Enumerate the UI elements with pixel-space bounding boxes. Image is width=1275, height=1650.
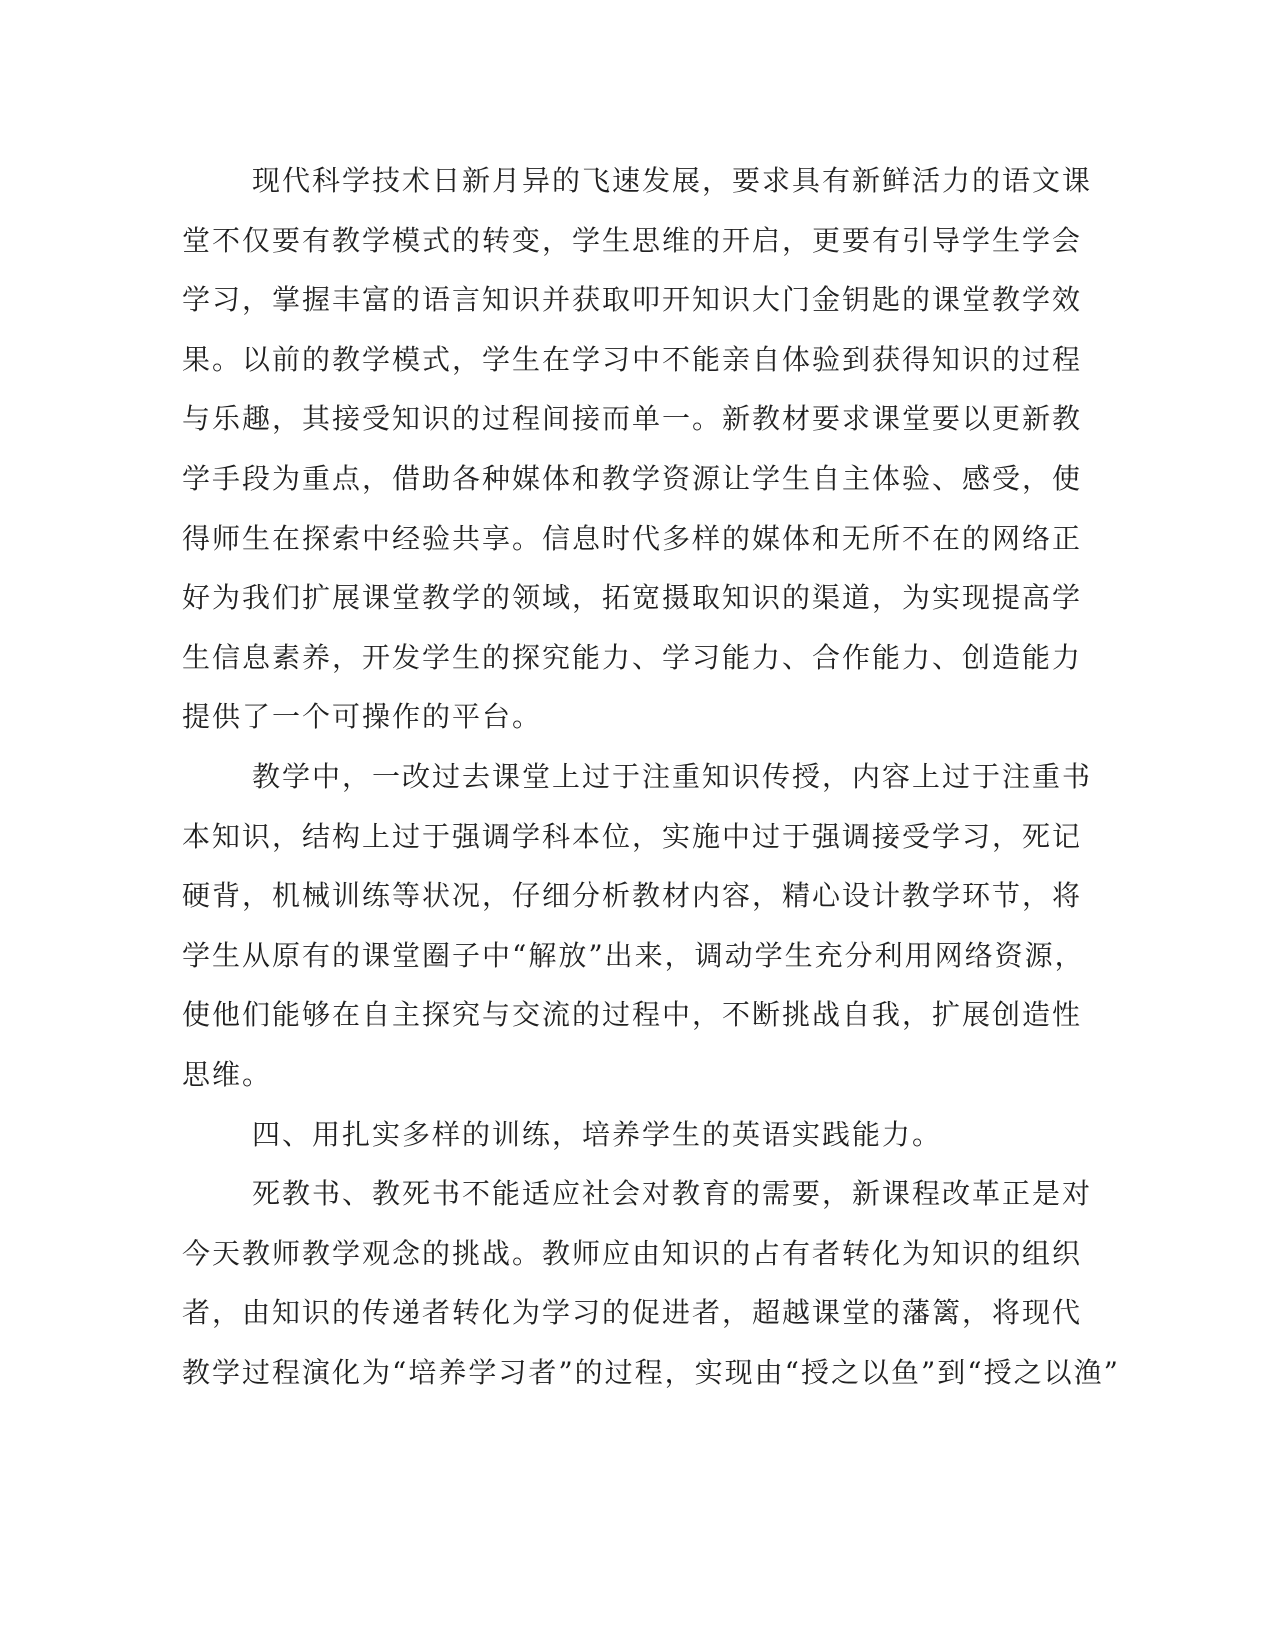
text-line: 好为我们扩展课堂教学的领域，拓宽摄取知识的渠道，为实现提高学 bbox=[182, 581, 1083, 615]
paragraph-3 bbox=[182, 1164, 1120, 1402]
text-line: 生信息素养，开发学生的探究能力、学习能力、合作能力、创造能力 bbox=[182, 640, 1083, 674]
section-heading bbox=[182, 1105, 1042, 1165]
text-line: 与乐趣，其接受知识的过程间接而单一。新教材要求课堂要以更新教 bbox=[182, 402, 1083, 436]
text-line: 死教书、教死书不能适应社会对教育的需要，新课程改革正是对 bbox=[252, 1177, 1093, 1211]
paragraph-2 bbox=[182, 747, 1093, 1105]
text-line: 者，由知识的传递者转化为学习的促进者，超越课堂的藩篱，将现代 bbox=[182, 1296, 1083, 1330]
text-line: 本知识，结构上过于强调学科本位，实施中过于强调接受学习，死记 bbox=[182, 819, 1083, 853]
text-line: 得师生在探索中经验共享。信息时代多样的媒体和无所不在的网络正 bbox=[182, 521, 1083, 555]
text-line: 现代科学技术日新月异的飞速发展，要求具有新鲜活力的语文课 bbox=[252, 164, 1093, 197]
text-line: 硬背，机械训练等状况，仔细分析教材内容，精心设计教学环节，将 bbox=[182, 879, 1083, 913]
text-line: 提供了一个可操作的平台。 bbox=[182, 700, 543, 734]
paragraph-1 bbox=[182, 151, 1093, 747]
text-line: 教学过程演化为“培养学习者”的过程，实现由“授之以鱼”到“授之以渔” bbox=[182, 1355, 1120, 1389]
text-line: 教学中，一改过去课堂上过于注重知识传授，内容上过于注重书 bbox=[252, 759, 1093, 793]
text-line: 果。以前的教学模式，学生在学习中不能亲自体验到获得知识的过程 bbox=[182, 342, 1083, 376]
text-line: 学习，掌握丰富的语言知识并获取叩开知识大门金钥匙的课堂教学效 bbox=[182, 283, 1083, 317]
text-line: 思维。 bbox=[182, 1057, 273, 1091]
text-line: 学手段为重点，借助各种媒体和教学资源让学生自主体验、感受，使 bbox=[182, 461, 1083, 495]
text-line: 今天教师教学观念的挑战。教师应由知识的占有者转化为知识的组织 bbox=[182, 1236, 1083, 1270]
text-line: 堂不仅要有教学模式的转变，学生思维的开启，更要有引导学生学会 bbox=[182, 223, 1083, 257]
text-line: 使他们能够在自主探究与交流的过程中，不断挑战自我，扩展创造性 bbox=[182, 998, 1083, 1032]
document-body bbox=[182, 151, 1120, 1402]
text-line: 学生从原有的课堂圈子中“解放”出来，调动学生充分利用网络资源， bbox=[182, 938, 1085, 972]
text-line: 四、用扎实多样的训练，培养学生的英语实践能力。 bbox=[252, 1117, 943, 1151]
